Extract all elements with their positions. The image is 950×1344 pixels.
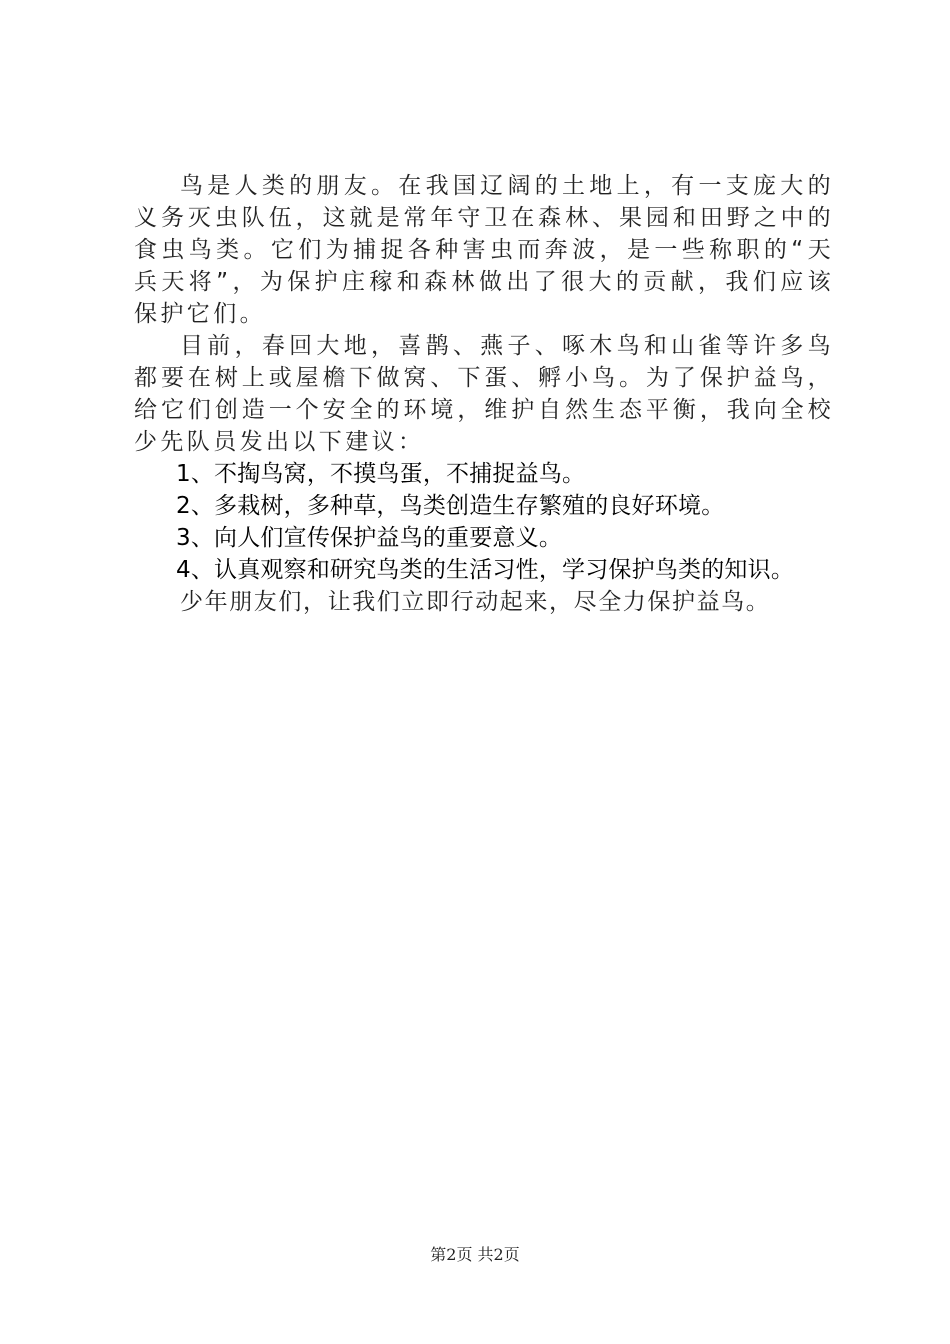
paragraph-intro: 鸟是人类的朋友。在我国辽阔的土地上，有一支庞大的义务灭虫队伍，这就是常年守卫在森林、果园和田野之中的食虫鸟类。它们为捕捉各种害虫而奔波，是一些称职的“天兵天将”，为保护庄稼和森林做出了很大的贡献，我们应该保护它们。 <box>134 173 834 327</box>
suggestion-item-4: 4、认真观察和研究鸟类的生活习性，学习保护鸟类的知识。 <box>176 557 795 583</box>
page-footer: 第2页 共2页 <box>430 1245 520 1264</box>
suggestion-item-2: 2、多栽树，多种草，鸟类创造生存繁殖的良好环境。 <box>176 493 725 519</box>
closing-sentence: 少年朋友们，让我们立即行动起来，尽全力保护益鸟。 <box>180 589 771 615</box>
document-body <box>134 170 834 618</box>
suggestion-item-1: 1、不掏鸟窝，不摸鸟蛋，不捕捉益鸟。 <box>176 461 586 487</box>
suggestion-item-3: 3、向人们宣传保护益鸟的重要意义。 <box>176 525 563 551</box>
paragraph-proposal: 目前，春回大地，喜鹊、燕子、啄木鸟和山雀等许多鸟都要在树上或屋檐下做窝、下蛋、孵小鸟。为了保护益鸟，给它们创造一个安全的环境，维护自然生态平衡，我向全校少先队员发出以下建议： <box>134 333 834 455</box>
